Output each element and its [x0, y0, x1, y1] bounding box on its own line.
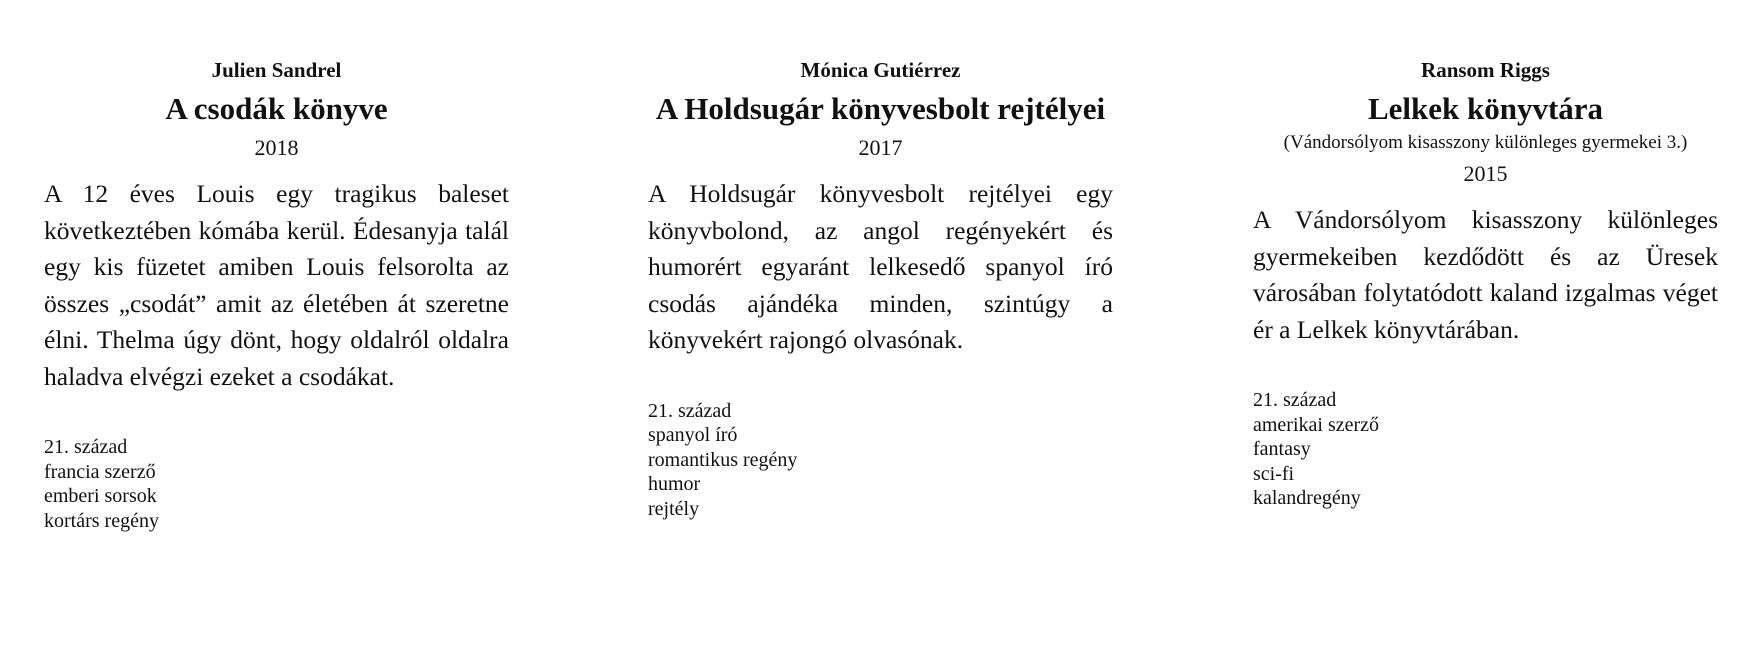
- book-tag: 21. század: [44, 436, 128, 458]
- book-tag: amerikai szerző: [1253, 413, 1380, 436]
- book-title: Lelkek könyvtára: [1367, 91, 1604, 126]
- book-year: 2018: [254, 135, 299, 160]
- book-tag: 21. század: [1253, 389, 1337, 411]
- book-author: Julien Sandrel: [211, 58, 342, 82]
- book-tag: francia szerző: [44, 460, 156, 483]
- book-author: Ransom Riggs: [1421, 58, 1550, 82]
- book-tags: [44, 435, 509, 533]
- book-title: A Holdsugár könyvesbolt rejtélyei: [655, 91, 1106, 126]
- book-tag: sci-fi: [1253, 462, 1295, 485]
- book-description: A Vándorsólyom kisasszony különleges gyermekeiben kezdődött és az Üresek városában folytatódott kaland izgalmas véget ér a Lelkek könyvtárában.: [1253, 205, 1718, 344]
- book-author: Mónica Gutiérrez: [800, 58, 961, 82]
- book-description: A 12 éves Louis egy tragikus baleset következtében kómába kerül. Édesanyja talál egy kis füzetet amiben Louis felsorolta az összes „csodát” amit az életében át szeretne élni. Thelma úgy dönt, hogy oldalról oldalra haladva elvégzi ezeket a csodákat.: [44, 179, 509, 391]
- book-description: A Holdsugár könyvesbolt rejtélyei egy könyvbolond, az angol regényekért és humorért egyaránt lelkesedő spanyol író csodás ajándéka minden, szintúgy a könyvekért rajongó olvasónak.: [648, 179, 1113, 354]
- book-tag: romantikus regény: [648, 448, 798, 471]
- book-series-subtitle: (Vándorsólyom kisasszony különleges gyermekei 3.): [1283, 132, 1688, 153]
- book-tag: spanyol író: [648, 424, 738, 446]
- book-title: A csodák könyve: [165, 91, 388, 126]
- book-tag: emberi sorsok: [44, 485, 157, 507]
- book-year: 2015: [1463, 161, 1508, 186]
- book-tag: 21. század: [648, 399, 732, 422]
- book-year: 2017: [858, 135, 903, 160]
- book-card-0: [44, 56, 509, 533]
- book-tag: kortárs regény: [44, 509, 159, 532]
- book-tag: kalandregény: [1253, 487, 1361, 509]
- book-tags: [1253, 388, 1718, 511]
- book-card-2: [1253, 56, 1718, 511]
- book-tag: fantasy: [1253, 438, 1311, 460]
- book-tags: [648, 399, 1113, 522]
- book-tag: rejtély: [648, 497, 700, 520]
- book-tag: humor: [648, 473, 701, 495]
- book-card-1: [648, 56, 1113, 521]
